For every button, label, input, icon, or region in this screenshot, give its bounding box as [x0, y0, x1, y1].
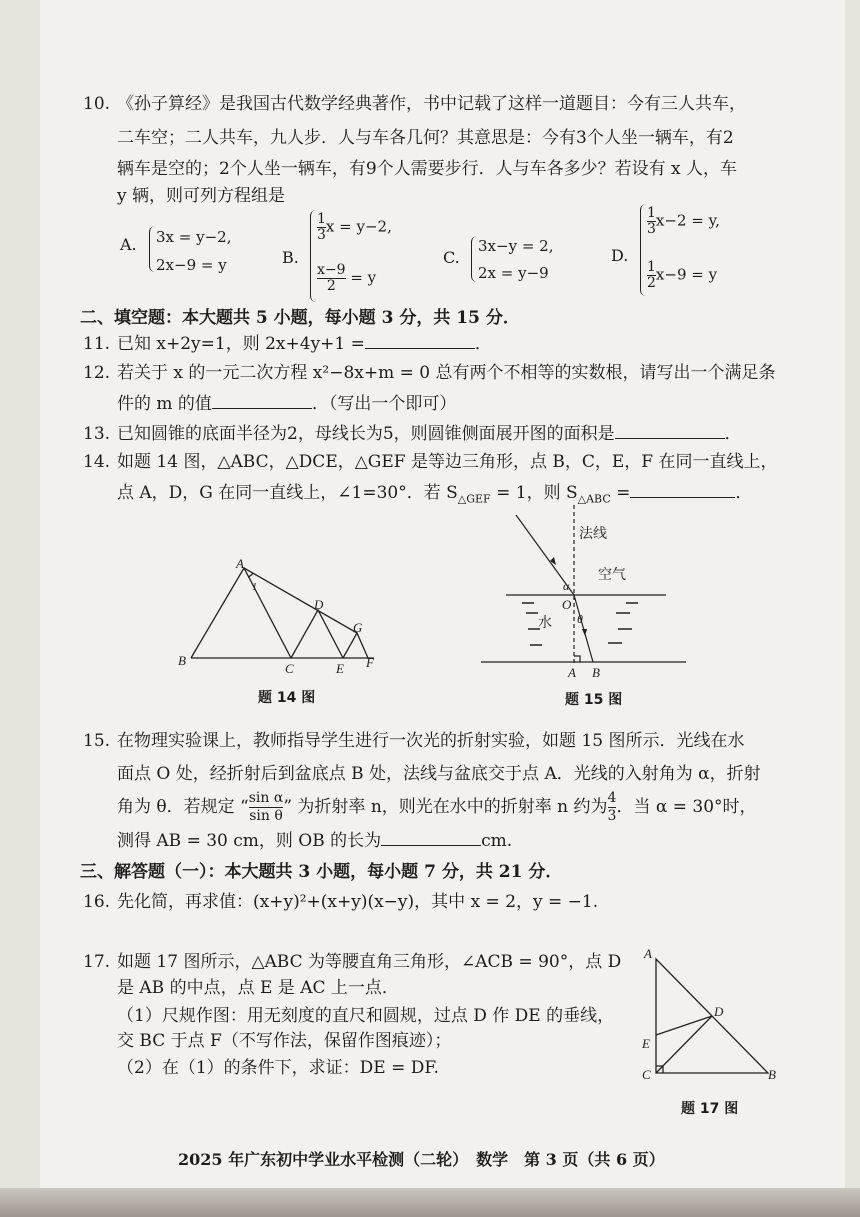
section-3-heading: 三、解答题（一）：本大题共 3 小题，每小题 7 分，共 21 分．	[80, 862, 563, 882]
figure-15	[476, 505, 701, 680]
fig14-triangle-dce	[291, 610, 343, 658]
fig15-refracted-ray	[574, 595, 593, 662]
q16	[83, 890, 598, 914]
option-a-label: A.	[120, 235, 137, 254]
option-a-eq2: 2x−9 = y	[156, 256, 227, 274]
q15-line-2: 面点 O 处，经折射后到盆底点 B 处，法线与盆底交于点 A．光线的入射角为 α，折射	[117, 764, 761, 784]
fig17-label-d: D	[714, 1004, 724, 1019]
frac-den: 3	[317, 227, 326, 243]
option-c-label: C.	[443, 248, 460, 267]
fig14-caption: 题 14 图	[258, 690, 316, 706]
q10-line-4: y 辆，则可列方程组是	[117, 186, 286, 206]
fig14-angle-1-arc	[248, 573, 253, 577]
q14-text-2b: = 1，则 S	[490, 483, 578, 503]
q15-text-4a: 测得 AB = 30 cm，则 OB 的长为	[117, 831, 382, 851]
q11	[83, 332, 492, 356]
fig14-label-g: G	[353, 620, 363, 635]
fig15-label-a: A	[568, 665, 576, 680]
q10-text-1: 《孙子算经》是我国古代数学经典著作，书中记载了这样一道题目：今有三人共车，	[117, 94, 746, 114]
q17-line-4: 交 BC 于点 F（不写作法，保留作图痕迹）；	[117, 1031, 452, 1051]
option-d-eq2-tail: x−9 = y	[655, 265, 718, 284]
fig14-label-d: D	[314, 597, 324, 612]
frac-den: 3	[647, 221, 656, 237]
fig14-triangle-abc	[191, 568, 291, 658]
fig14-label-c: C	[285, 661, 294, 676]
fig15-label-normal: 法线	[579, 527, 607, 542]
q15-text-3c: ．当 α = 30°时，	[616, 797, 757, 817]
fig17-label-a: A	[644, 946, 652, 961]
option-d-frac-1-3	[647, 206, 656, 237]
fig14-label-f: F	[366, 655, 374, 670]
option-b-eq2-tail: = y	[350, 268, 377, 287]
option-d-eq1-tail: x−2 = y,	[655, 211, 720, 230]
option-b-eq1-tail: x = y−2,	[325, 217, 392, 236]
q10-number: 10.	[83, 94, 111, 114]
fig15-caption: 题 15 图	[565, 692, 623, 708]
frac-num: x−9	[317, 262, 346, 278]
q10-line-1	[83, 92, 746, 116]
q14-line-1	[83, 450, 778, 474]
fig14-label-b: B	[178, 653, 186, 668]
q13	[83, 422, 742, 446]
option-a-eq1: 3x = y−2,	[156, 228, 232, 246]
fig17-label-c: C	[642, 1067, 651, 1082]
q11-end: ．	[474, 334, 492, 354]
fig15-label-air: 空气	[598, 568, 626, 583]
q17-number: 17.	[83, 952, 111, 972]
q14-sub-gef: △GEF	[457, 492, 491, 506]
q13-end: ．	[724, 424, 742, 444]
q13-answer-blank[interactable]	[615, 422, 725, 439]
fig15-label-water: 水	[538, 616, 552, 631]
q14-text-1: 如题 14 图，△ABC，△DCE，△GEF 是等边三角形，点 B，C，E，F 在同一直线上，	[117, 452, 778, 472]
q10-line-3: 辆车是空的；2个人坐一辆车，有9个人需要步行．人与车各多少？若设有 x 人，车	[117, 159, 738, 179]
q11-number: 11.	[83, 334, 111, 354]
option-b-eq1	[317, 212, 392, 243]
option-d-frac-1-2	[647, 260, 656, 291]
q17-line-1	[83, 950, 621, 974]
q17-line-3: （1）尺规作图：用无刻度的直尺和圆规，过点 D 作 DE 的垂线，	[117, 1006, 615, 1026]
fig15-arrow-refracted	[582, 629, 587, 636]
frac-num: 1	[647, 259, 656, 275]
q11-answer-blank[interactable]	[365, 332, 475, 349]
q17-line-5: （2）在（1）的条件下，求证：DE = DF.	[117, 1058, 439, 1078]
q14-text-2c: =	[610, 483, 631, 503]
fig15-label-o: O	[562, 597, 572, 612]
q11-text: 已知 x+2y=1，则 2x+4y+1 =	[117, 334, 365, 354]
frac-den: 2	[326, 278, 336, 294]
option-b-frac	[317, 263, 346, 294]
frac-num: 1	[647, 205, 656, 221]
figure-14	[170, 555, 390, 685]
q12-text-1: 若关于 x 的一元二次方程 x²−8x+m = 0 总有两个不相等的实数根，请写出一个满足条	[117, 363, 776, 383]
q15-line-1	[83, 729, 744, 753]
fig14-angle-1-label: 1	[252, 582, 257, 593]
q15-frac-num: 4	[607, 790, 617, 806]
option-b-label: B.	[282, 248, 299, 267]
q13-number: 13.	[83, 424, 111, 444]
q15-frac-den: 3	[607, 808, 617, 824]
q14-end: ．	[735, 483, 753, 503]
q12-line-1	[83, 361, 775, 385]
option-d-eq1	[647, 206, 720, 237]
option-b-eq2	[317, 263, 376, 294]
q15-answer-blank[interactable]	[381, 829, 481, 846]
frac-num: 1	[317, 211, 326, 227]
page-fold-shadow	[0, 1188, 860, 1217]
option-c-brace	[471, 236, 477, 282]
q15-sin-ratio	[249, 790, 284, 825]
q14-text-2a: 点 A，D，G 在同一直线上，∠1=30°．若 S	[117, 483, 458, 503]
fig17-label-b: B	[768, 1067, 776, 1082]
q15-number: 15.	[83, 731, 111, 751]
q14-number: 14.	[83, 452, 111, 472]
page-footer: 2025 年广东初中学业水平检测（二轮） 数学 第 3 页（共 6 页）	[178, 1150, 665, 1169]
fig17-label-e: E	[642, 1036, 650, 1051]
fig17-segment-dc	[656, 1016, 712, 1073]
fig14-label-e: E	[336, 661, 344, 676]
fig17-segment-ed	[656, 1016, 712, 1035]
option-b-brace	[310, 210, 316, 302]
q15-text-4b: cm.	[481, 831, 513, 851]
q16-number: 16.	[83, 892, 111, 912]
fig15-label-b: B	[592, 665, 600, 680]
q15-line-4	[117, 829, 512, 853]
q14-sub-abc: △ABC	[577, 492, 611, 506]
section-2-heading: 二、填空题：本大题共 5 小题，每小题 3 分，共 15 分．	[80, 308, 520, 328]
option-c-eq1: 3x−y = 2,	[478, 237, 554, 255]
fig15-right-angle	[574, 656, 580, 662]
q12-line-2	[117, 392, 456, 416]
q12-answer-blank[interactable]	[212, 392, 312, 409]
option-b-frac-1-3	[317, 212, 326, 243]
q15-text-3b: ” 为折射率 n，则光在水中的折射率 n 约为	[283, 797, 608, 817]
q15-text-1: 在物理实验课上，教师指导学生进行一次光的折射实验，如题 15 图所示．光线在水	[117, 731, 745, 751]
figure-17	[634, 945, 794, 1085]
frac-den: 2	[647, 275, 656, 291]
q13-text: 已知圆锥的底面半径为2，母线长为5，则圆锥侧面展开图的面积是	[117, 424, 615, 444]
q12-text-2b: ．（写出一个即可）	[311, 394, 457, 414]
fig14-triangle-gef	[343, 633, 368, 658]
q12-text-2a: 件的 m 的值	[117, 394, 212, 414]
fig15-label-alpha: α	[563, 579, 570, 593]
q17-line-2: 是 AB 的中点，点 E 是 AC 上一点．	[117, 978, 399, 998]
q15-sin-theta: sin θ	[249, 808, 283, 824]
fig17-caption: 题 17 图	[681, 1101, 739, 1117]
q17-text-1: 如题 17 图所示，△ABC 为等腰直角三角形，∠ACB = 90°，点 D	[117, 952, 622, 972]
q14-answer-blank[interactable]	[630, 481, 735, 498]
q15-sin-alpha: sin α	[248, 790, 284, 806]
q16-text: 先化简，再求值：(x+y)²+(x+y)(x−y)，其中 x = 2，y = −1.	[117, 892, 599, 912]
option-d-label: D.	[611, 246, 629, 265]
option-c-eq2: 2x = y−9	[478, 264, 549, 282]
option-d-eq2	[647, 260, 717, 291]
option-d-brace	[640, 204, 646, 296]
q15-line-3	[117, 787, 757, 827]
q10-line-2: 二车空；二人共车，九人步．人与车各几何？其意思是：今有3个人坐一辆车，有2	[117, 128, 734, 148]
option-a-brace	[149, 226, 155, 272]
q12-number: 12.	[83, 363, 111, 383]
fig15-label-theta: θ	[577, 612, 583, 626]
fig14-label-a: A	[236, 556, 244, 571]
q15-text-3a: 角为 θ．若规定 “	[117, 797, 249, 817]
